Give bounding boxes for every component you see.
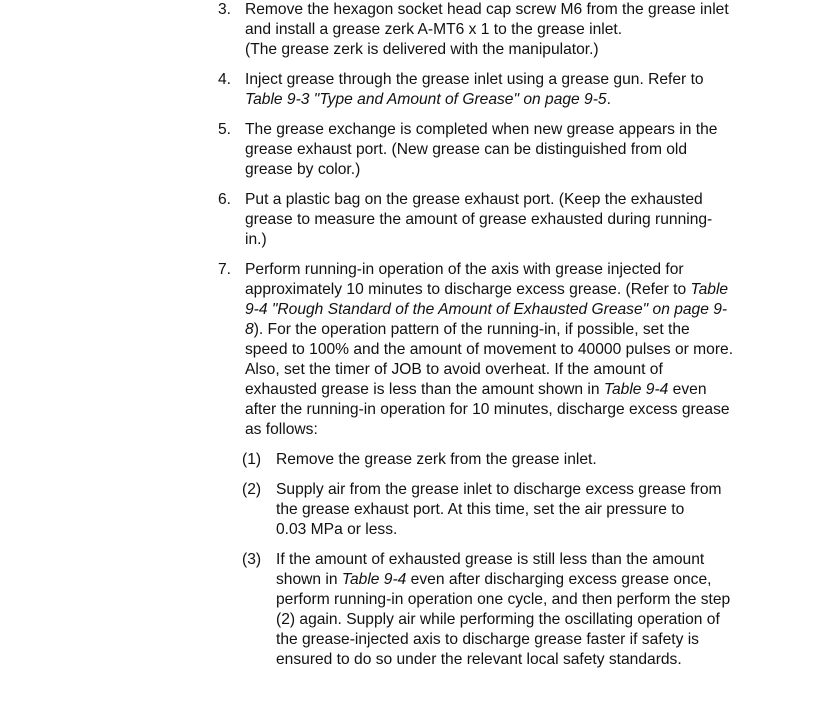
text-line: approximately 10 minutes to discharge excess grease. (Refer to Table [245,281,729,298]
substep-text [276,480,770,540]
text-line: Remove the grease zerk from the grease inlet. [276,451,597,468]
cross-reference-link[interactable]: Table [690,281,729,298]
text-line: (The grease zerk is delivered with the manipulator.) [245,41,599,58]
text-line: shown in Table 9-4 even after discharging excess grease once, [276,571,712,588]
step-text [245,190,770,250]
text-line: grease exhaust port. (New grease can be distinguished from old [245,141,688,158]
text-line: speed to 100% and the amount of movement to 40000 pulses or more. [245,341,734,358]
step-number: 4. [218,71,232,88]
text-line: Inject grease through the grease inlet using a grease gun. Refer to [245,71,704,88]
text-line: perform running-in operation one cycle, and then perform the step [276,591,731,608]
text-line: after the running-in operation for 10 minutes, discharge excess grease [245,401,730,418]
text-line: the grease-injected axis to discharge grease faster if safety is [276,631,699,648]
step-text [245,70,770,110]
text-line: in.) [245,231,267,248]
substep-text [276,450,770,470]
substep-text [276,550,770,670]
text-line: the grease exhaust port. At this time, set the air pressure to [276,501,685,518]
step-number: 7. [218,261,232,278]
substep-number: (1) [242,451,262,468]
text-line [245,300,770,320]
text-line: grease by color.) [245,161,361,178]
text-line: Table 9-3 "Type and Amount of Grease" on page 9-5. [245,91,611,108]
text-line: If the amount of exhausted grease is still less than the amount [276,551,705,568]
text-line: ensured to do so under the relevant local safety standards. [276,651,682,668]
cross-reference-link[interactable]: Table 9-3 "Type and Amount of Grease" on page 9-5 [245,91,607,108]
step-number: 5. [218,121,232,138]
text-line: as follows: [245,421,318,438]
step-text [245,0,770,60]
text-line: Perform running-in operation of the axis with grease injected for [245,261,684,278]
substep-number: (2) [242,481,262,498]
text-line: exhausted grease is less than the amount shown in Table 9-4 even [245,381,707,398]
step-text [245,120,770,180]
text-line: The grease exchange is completed when new grease appears in the [245,121,718,138]
text-line: 0.03 MPa or less. [276,521,398,538]
step-number: 6. [218,191,232,208]
text-line: grease to measure the amount of grease exhausted during running- [245,211,713,228]
step-number: 3. [218,1,232,18]
step-text [245,260,770,440]
table-reference: Table 9-4 [341,571,407,588]
text-line: Put a plastic bag on the grease exhaust port. (Keep the exhausted [245,191,703,208]
substep-number: (3) [242,551,262,568]
cross-reference-link[interactable]: 9-4 "Rough Standard of the Amount of Exhausted Grease" on page 9- [245,301,728,318]
cross-reference-link[interactable]: 8 [245,321,254,338]
text-line: 8). For the operation pattern of the running-in, if possible, set the [245,321,690,338]
text-line: Remove the hexagon socket head cap screw M6 from the grease inlet [245,1,729,18]
text-line: Also, set the timer of JOB to avoid overheat. If the amount of [245,361,663,378]
text-line: Supply air from the grease inlet to discharge excess grease from [276,481,722,498]
text-line: (2) again. Supply air while performing the oscillating operation of [276,611,720,628]
table-reference: Table 9-4 [603,381,669,398]
text-line: and install a grease zerk A-MT6 x 1 to the grease inlet. [245,21,623,38]
